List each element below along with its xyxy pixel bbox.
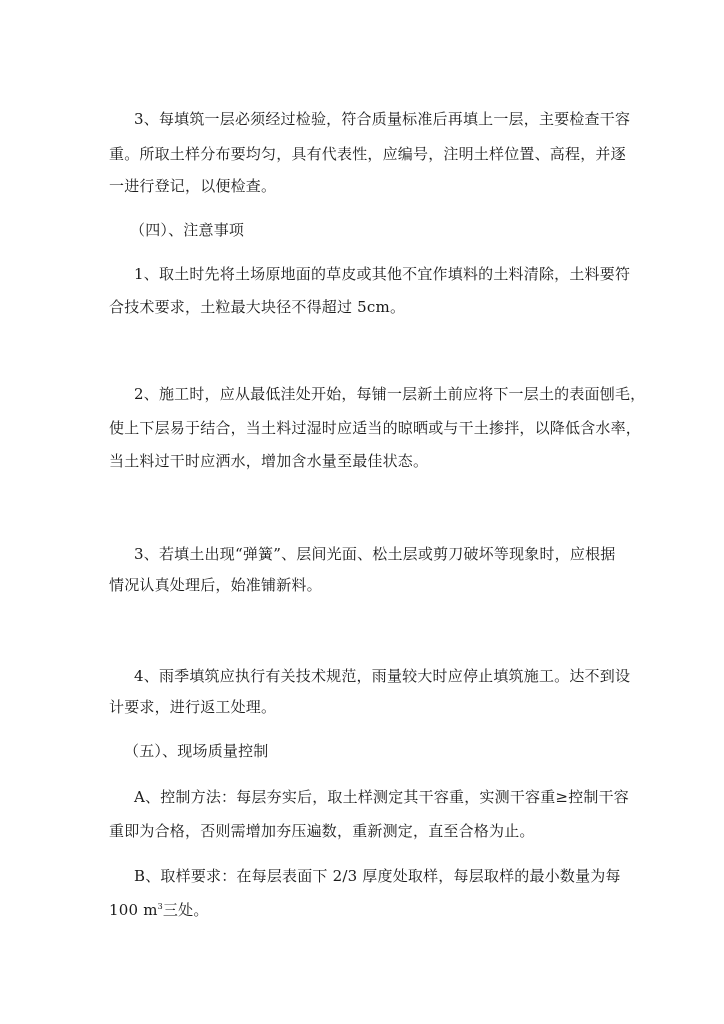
note-3-line-2: 情况认真处理后，始准铺新料。 [109, 576, 322, 594]
note-1-line-2: 合技术要求，土粒最大块径不得超过 5cm。 [109, 298, 406, 316]
quantity-suffix: 三处。 [162, 901, 209, 919]
note-4-line-1: 4、雨季填筑应执行有关技术规范，雨量较大时应停止填筑施工。达不到设 [134, 667, 631, 685]
note-2-line-2: 使上下层易于结合，当土料过湿时应适当的晾晒或与干土掺拌，以降低含水率， [109, 419, 642, 437]
quantity-value: 100 m [109, 901, 158, 919]
note-4-line-2: 计要求，进行返工处理。 [109, 698, 277, 716]
cubic-superscript: 3 [157, 902, 163, 911]
note-3-line-1: 3、若填土出现“弹簧”、层间光面、松土层或剪刀破坏等现象时，应根据 [134, 545, 616, 563]
note-1-line-1: 1、取土时先将土场原地面的草皮或其他不宜作填料的土料清除，土料要符 [134, 265, 631, 283]
paragraph-3-line-1: 3、每填筑一层必须经过检验，符合质量标准后再填上一层，主要检查干容 [134, 110, 631, 128]
quality-b-line-1: B、取样要求：在每层表面下 2/3 厚度处取样，每层取样的最小数量为每 [134, 867, 621, 885]
note-2-line-3: 当土料过干时应洒水，增加含水量至最佳状态。 [109, 452, 429, 470]
quality-a-line-1: A、控制方法：每层夯实后，取土样测定其干容重，实测干容重≥控制干容 [134, 788, 630, 806]
paragraph-3-line-2: 重。所取土样分布要均匀，具有代表性，应编号，注明土样位置、高程，并逐 [109, 145, 626, 163]
paragraph-3-line-3: 一进行登记，以便检查。 [109, 177, 277, 195]
section-heading-4: （四）、注意事项 [130, 221, 245, 239]
quality-b-line-2 [109, 900, 209, 920]
quality-a-line-2: 重即为合格，否则需增加夯压遍数，重新测定，直至合格为止。 [109, 822, 535, 840]
section-heading-5: （五）、现场质量控制 [124, 742, 269, 760]
note-2-line-1: 2、施工时，应从最低洼处开始，每铺一层新土前应将下一层土的表面刨毛， [134, 385, 646, 403]
